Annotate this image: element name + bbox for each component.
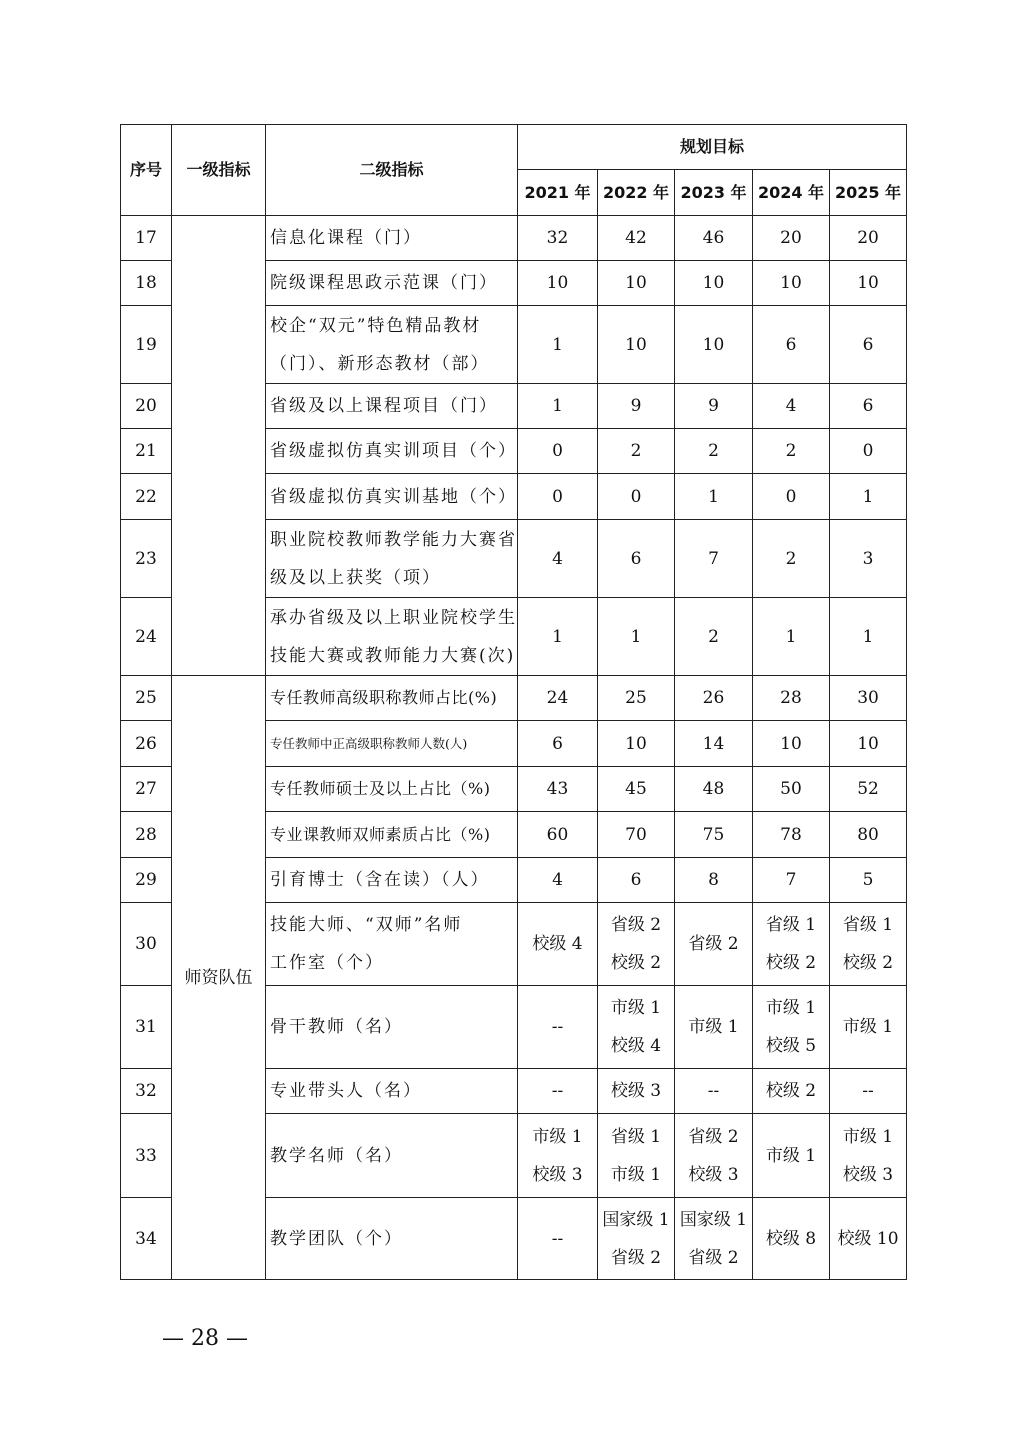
row-seq: 25 xyxy=(121,676,172,721)
target-value: 10 xyxy=(753,261,830,306)
target-value: 7 xyxy=(675,520,753,598)
level2-indicator: 专业带头人（名） xyxy=(266,1069,518,1114)
target-value-line: 省级 1 xyxy=(765,915,817,935)
target-value: 10 xyxy=(675,306,753,384)
target-value-line: 校级 3 xyxy=(842,1164,894,1185)
target-value xyxy=(598,1198,675,1280)
level1-cell-empty xyxy=(172,216,266,676)
target-value xyxy=(675,1114,753,1198)
target-value-line: 省级 2 xyxy=(688,1247,739,1268)
target-table xyxy=(120,124,907,1280)
target-value xyxy=(830,1198,907,1280)
target-value: 0 xyxy=(518,474,598,520)
target-value xyxy=(518,986,598,1069)
target-value: 60 xyxy=(518,812,598,858)
level2-indicator: 专业课教师双师素质占比（%) xyxy=(266,812,518,858)
target-value: 6 xyxy=(753,306,830,384)
header-year: 2022 年 xyxy=(598,170,675,216)
target-value: 2 xyxy=(753,520,830,598)
target-value: 6 xyxy=(830,384,907,429)
target-value: 8 xyxy=(675,858,753,903)
indicator-line: （门）、新形态教材（部） xyxy=(270,353,490,374)
row-seq: 17 xyxy=(121,216,172,261)
row-seq: 21 xyxy=(121,429,172,474)
table-row xyxy=(121,676,907,721)
level2-indicator: 省级虚拟仿真实训基地（个） xyxy=(266,474,518,520)
target-value: 1 xyxy=(518,306,598,384)
target-value: 6 xyxy=(830,306,907,384)
header-year: 2021 年 xyxy=(518,170,598,216)
row-seq: 20 xyxy=(121,384,172,429)
level2-indicator: 专任教师高级职称教师占比(%) xyxy=(266,676,518,721)
header-year: 2024 年 xyxy=(753,170,830,216)
target-value xyxy=(518,903,598,986)
row-seq: 29 xyxy=(121,858,172,903)
target-value: 校级 2 xyxy=(753,1069,830,1114)
target-value-line: 校级 3 xyxy=(688,1164,739,1185)
header-seq: 序号 xyxy=(121,125,172,216)
level2-indicator xyxy=(266,598,518,676)
target-value: 0 xyxy=(598,474,675,520)
target-value xyxy=(830,1114,907,1198)
target-value: 10 xyxy=(598,261,675,306)
table-body xyxy=(121,216,907,1280)
level2-indicator: 省级虚拟仿真实训项目（个） xyxy=(266,429,518,474)
target-value: 10 xyxy=(753,721,830,767)
header-target: 规划目标 xyxy=(518,125,907,170)
level2-indicator: 专任教师硕士及以上占比（%) xyxy=(266,767,518,812)
target-value: -- xyxy=(675,1069,753,1114)
level2-indicator xyxy=(266,306,518,384)
target-value: 1 xyxy=(675,474,753,520)
target-value-line: 市级 1 xyxy=(765,998,817,1018)
target-value xyxy=(830,903,907,986)
level2-indicator: 专任教师中正高级职称教师人数(人) xyxy=(266,721,518,767)
header-year: 2023 年 xyxy=(675,170,753,216)
target-value-line: 校级 2 xyxy=(842,953,894,973)
level2-indicator: 省级及以上课程项目（门） xyxy=(266,384,518,429)
row-seq: 28 xyxy=(121,812,172,858)
indicator-line: 校企“双元”特色精品教材 xyxy=(270,315,482,336)
target-value: 32 xyxy=(518,216,598,261)
target-value: 6 xyxy=(598,520,675,598)
target-value xyxy=(830,986,907,1069)
row-seq: 32 xyxy=(121,1069,172,1114)
target-value: 10 xyxy=(598,721,675,767)
target-value-line: 市级 1 xyxy=(688,1017,739,1037)
target-value: 1 xyxy=(753,598,830,676)
target-value: 2 xyxy=(675,429,753,474)
target-value: 6 xyxy=(598,858,675,903)
target-value xyxy=(753,986,830,1069)
target-value: 24 xyxy=(518,676,598,721)
target-value: 1 xyxy=(518,598,598,676)
target-value: 80 xyxy=(830,812,907,858)
target-value: 2 xyxy=(675,598,753,676)
table-row xyxy=(121,216,907,261)
header-year: 2025 年 xyxy=(830,170,907,216)
level2-indicator: 骨干教师（名） xyxy=(266,986,518,1069)
target-value xyxy=(598,903,675,986)
level2-indicator: 教学名师（名） xyxy=(266,1114,518,1198)
page-number: — 28 — xyxy=(162,1326,248,1351)
target-value-line: 市级 1 xyxy=(610,1164,662,1185)
target-value: 14 xyxy=(675,721,753,767)
target-value: 0 xyxy=(830,429,907,474)
target-value: 48 xyxy=(675,767,753,812)
target-value: 1 xyxy=(518,384,598,429)
indicator-line: 职业院校教师教学能力大赛省 xyxy=(270,529,517,550)
target-value: 0 xyxy=(518,429,598,474)
row-seq: 23 xyxy=(121,520,172,598)
indicator-line: 技能大赛或教师能力大赛(次) xyxy=(270,645,516,666)
target-value: 2 xyxy=(598,429,675,474)
row-seq: 31 xyxy=(121,986,172,1069)
target-value: 6 xyxy=(518,721,598,767)
target-value xyxy=(598,1114,675,1198)
target-value: 10 xyxy=(675,261,753,306)
indicator-line: 承办省级及以上职业院校学生 xyxy=(270,607,517,628)
target-value-line: 省级 2 xyxy=(688,1126,739,1147)
level2-indicator: 院级课程思政示范课（门） xyxy=(266,261,518,306)
target-value: 1 xyxy=(830,474,907,520)
target-value-line: 省级 1 xyxy=(610,1126,662,1147)
target-value: 52 xyxy=(830,767,907,812)
indicator-line: 工作室（个） xyxy=(270,953,384,973)
target-value-line: 省级 2 xyxy=(610,915,662,935)
target-value: 4 xyxy=(518,520,598,598)
level2-indicator: 引育博士（含在读）（人） xyxy=(266,858,518,903)
row-seq: 26 xyxy=(121,721,172,767)
target-value-line: 市级 1 xyxy=(765,1145,817,1166)
target-value: 9 xyxy=(675,384,753,429)
target-value: 10 xyxy=(830,261,907,306)
indicator-line: 级及以上获奖（项） xyxy=(270,567,441,588)
target-value xyxy=(753,903,830,986)
row-seq: 19 xyxy=(121,306,172,384)
row-seq: 33 xyxy=(121,1114,172,1198)
target-value: 3 xyxy=(830,520,907,598)
row-seq: 27 xyxy=(121,767,172,812)
target-value-line: -- xyxy=(551,1017,564,1037)
target-value: 4 xyxy=(518,858,598,903)
target-value: -- xyxy=(518,1069,598,1114)
level2-indicator: 教学团队（个） xyxy=(266,1198,518,1280)
target-value xyxy=(675,986,753,1069)
target-value: 10 xyxy=(598,306,675,384)
target-value xyxy=(598,986,675,1069)
target-value-line: 校级 4 xyxy=(610,1036,662,1056)
target-value: 10 xyxy=(830,721,907,767)
target-value-line: 国家级 1 xyxy=(679,1209,748,1230)
target-value: 10 xyxy=(518,261,598,306)
target-value: 2 xyxy=(753,429,830,474)
target-value: 28 xyxy=(753,676,830,721)
indicator-line: 技能大师、“双师”名师 xyxy=(270,915,463,935)
target-value: 30 xyxy=(830,676,907,721)
target-value: 0 xyxy=(753,474,830,520)
target-value-line: 校级 8 xyxy=(765,1228,817,1249)
target-value xyxy=(518,1198,598,1280)
target-value: 42 xyxy=(598,216,675,261)
target-value: 75 xyxy=(675,812,753,858)
target-value: 5 xyxy=(830,858,907,903)
row-seq: 22 xyxy=(121,474,172,520)
target-value-line: 校级 3 xyxy=(532,1164,583,1185)
target-value: 45 xyxy=(598,767,675,812)
level1-cell-faculty: 师资队伍 xyxy=(172,676,266,1280)
target-value: 20 xyxy=(753,216,830,261)
target-value: 43 xyxy=(518,767,598,812)
target-value: 校级 3 xyxy=(598,1069,675,1114)
target-value xyxy=(753,1198,830,1280)
header-level1: 一级指标 xyxy=(172,125,266,216)
level2-indicator xyxy=(266,520,518,598)
target-value: 70 xyxy=(598,812,675,858)
target-value: 78 xyxy=(753,812,830,858)
target-value-line: 市级 1 xyxy=(842,1126,894,1147)
target-value: 1 xyxy=(830,598,907,676)
target-value: -- xyxy=(830,1069,907,1114)
target-value xyxy=(518,1114,598,1198)
target-value xyxy=(675,1198,753,1280)
target-value-line: 校级 2 xyxy=(610,953,662,973)
target-value-line: 省级 1 xyxy=(842,915,894,935)
target-value-line: 校级 2 xyxy=(765,953,817,973)
target-value: 20 xyxy=(830,216,907,261)
target-value: 26 xyxy=(675,676,753,721)
target-value: 50 xyxy=(753,767,830,812)
target-value-line: 省级 2 xyxy=(688,934,739,954)
target-value-line: 国家级 1 xyxy=(602,1209,670,1230)
target-value: 46 xyxy=(675,216,753,261)
target-value-line: 省级 2 xyxy=(610,1247,662,1268)
target-value-line: 市级 1 xyxy=(610,998,662,1018)
target-value-line: 市级 1 xyxy=(532,1126,583,1147)
target-value: 9 xyxy=(598,384,675,429)
row-seq: 34 xyxy=(121,1198,172,1280)
target-value: 4 xyxy=(753,384,830,429)
level2-indicator: 信息化课程（门） xyxy=(266,216,518,261)
target-value-line: 校级 4 xyxy=(532,934,583,954)
row-seq: 24 xyxy=(121,598,172,676)
row-seq: 18 xyxy=(121,261,172,306)
target-value-line: 校级 5 xyxy=(765,1036,817,1056)
target-value: 1 xyxy=(598,598,675,676)
header-level2: 二级指标 xyxy=(266,125,518,216)
target-value: 25 xyxy=(598,676,675,721)
target-value xyxy=(753,1114,830,1198)
target-value-line: -- xyxy=(551,1228,564,1249)
target-value: 7 xyxy=(753,858,830,903)
target-value-line: 校级 10 xyxy=(837,1228,899,1249)
target-value-line: 市级 1 xyxy=(842,1017,894,1037)
target-value xyxy=(675,903,753,986)
row-seq: 30 xyxy=(121,903,172,986)
level2-indicator xyxy=(266,903,518,986)
